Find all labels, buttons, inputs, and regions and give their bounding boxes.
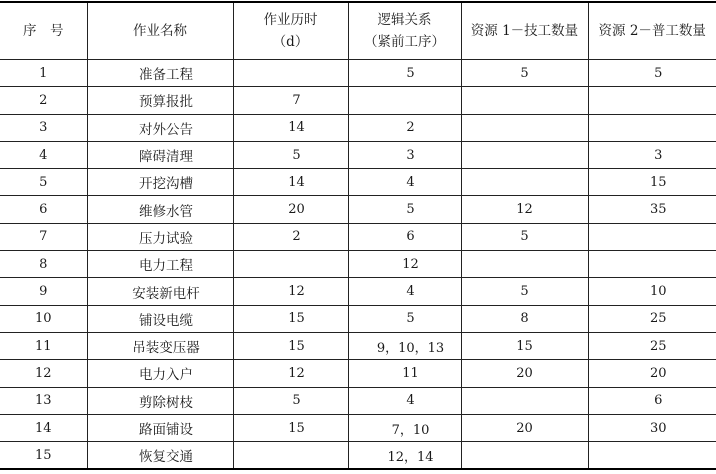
cell-res1: 15 [461,332,588,359]
cell-res2: 15 [588,169,716,196]
cell-res1 [461,169,588,196]
cell-duration: 15 [233,414,348,441]
cell-predecessors: 6 [348,223,461,250]
cell-res1: 5 [461,60,588,87]
table-row [0,223,716,250]
table-body [0,60,716,470]
cell-name: 剪除树枝 [87,387,233,414]
cell-duration: 5 [233,141,348,168]
cell-name: 开挖沟槽 [87,169,233,196]
table-row [0,278,716,305]
cell-seq: 14 [0,414,87,441]
cell-duration: 15 [233,332,348,359]
table-row [0,414,716,441]
table-row [0,360,716,387]
cell-duration [233,251,348,278]
cell-name: 压力试验 [87,223,233,250]
table-row [0,442,716,470]
cell-seq: 10 [0,305,87,332]
cell-predecessors: 2 [348,114,461,141]
table-row [0,387,716,414]
cell-res1 [461,87,588,114]
cell-seq: 15 [0,442,87,470]
cell-res1 [461,251,588,278]
cell-predecessors: 11 [348,360,461,387]
cell-name: 电力入户 [87,360,233,387]
cell-predecessors: 4 [348,387,461,414]
cell-name: 维修水管 [87,196,233,223]
cell-res2: 25 [588,305,716,332]
cell-res1 [461,141,588,168]
cell-duration: 14 [233,114,348,141]
cell-res2 [588,223,716,250]
cell-res2 [588,87,716,114]
cell-seq: 9 [0,278,87,305]
cell-name: 吊装变压器 [87,332,233,359]
cell-predecessors: 5 [348,196,461,223]
cell-seq: 11 [0,332,87,359]
cell-duration: 5 [233,387,348,414]
logic-header-line1: 逻辑关系 [377,12,432,28]
cell-res2: 10 [588,278,716,305]
table-row [0,196,716,223]
cell-predecessors: 12，14 [348,442,461,470]
cell-predecessors: 7，10 [348,414,461,441]
cell-res2: 35 [588,196,716,223]
cell-res2 [588,442,716,470]
cell-name: 预算报批 [87,87,233,114]
table-row [0,60,716,87]
cell-res2: 20 [588,360,716,387]
cell-res1: 12 [461,196,588,223]
activity-table [0,1,716,470]
cell-seq: 1 [0,60,87,87]
cell-duration: 12 [233,360,348,387]
cell-res1: 5 [461,223,588,250]
table-row [0,114,716,141]
cell-seq: 7 [0,223,87,250]
table-row [0,141,716,168]
cell-duration: 2 [233,223,348,250]
cell-duration: 7 [233,87,348,114]
col-header-duration [233,2,348,60]
cell-seq: 8 [0,251,87,278]
cell-res1: 5 [461,278,588,305]
cell-duration: 20 [233,196,348,223]
cell-seq: 2 [0,87,87,114]
cell-predecessors: 3 [348,141,461,168]
col-header-res1: 资源 1－技工数量 [461,2,588,60]
cell-predecessors: 4 [348,169,461,196]
cell-res2 [588,251,716,278]
cell-res1: 8 [461,305,588,332]
duration-header-line2: （d） [272,34,309,50]
col-header-logic [348,2,461,60]
table-row [0,305,716,332]
cell-res2: 30 [588,414,716,441]
cell-res1 [461,387,588,414]
cell-seq: 5 [0,169,87,196]
cell-name: 准备工程 [87,60,233,87]
cell-duration [233,442,348,470]
cell-res1 [461,442,588,470]
cell-res2: 25 [588,332,716,359]
cell-name: 安装新电杆 [87,278,233,305]
cell-res2: 6 [588,387,716,414]
cell-name: 电力工程 [87,251,233,278]
cell-seq: 4 [0,141,87,168]
cell-res1: 20 [461,360,588,387]
table-row [0,169,716,196]
cell-res1 [461,114,588,141]
cell-name: 路面铺设 [87,414,233,441]
cell-seq: 6 [0,196,87,223]
cell-seq: 3 [0,114,87,141]
cell-name: 障碍清理 [87,141,233,168]
cell-seq: 13 [0,387,87,414]
cell-name: 对外公告 [87,114,233,141]
cell-duration: 12 [233,278,348,305]
table-row [0,251,716,278]
cell-duration: 14 [233,169,348,196]
cell-res1: 20 [461,414,588,441]
cell-predecessors: 9，10，13 [348,332,461,359]
cell-res2: 5 [588,60,716,87]
cell-seq: 12 [0,360,87,387]
col-header-res2: 资源 2－普工数量 [588,2,716,60]
cell-res2 [588,114,716,141]
table-row [0,332,716,359]
cell-duration [233,60,348,87]
cell-res2: 3 [588,141,716,168]
cell-name: 铺设电缆 [87,305,233,332]
cell-predecessors: 5 [348,305,461,332]
cell-predecessors: 5 [348,60,461,87]
col-header-seq: 序 号 [0,2,87,60]
cell-name: 恢复交通 [87,442,233,470]
logic-header-line2: （紧前工序） [364,34,445,50]
cell-predecessors: 4 [348,278,461,305]
cell-duration: 15 [233,305,348,332]
table-header-row [0,2,716,60]
cell-predecessors: 12 [348,251,461,278]
table-row [0,87,716,114]
duration-header-line1: 作业历时 [263,12,318,28]
col-header-name: 作业名称 [87,2,233,60]
cell-predecessors [348,87,461,114]
